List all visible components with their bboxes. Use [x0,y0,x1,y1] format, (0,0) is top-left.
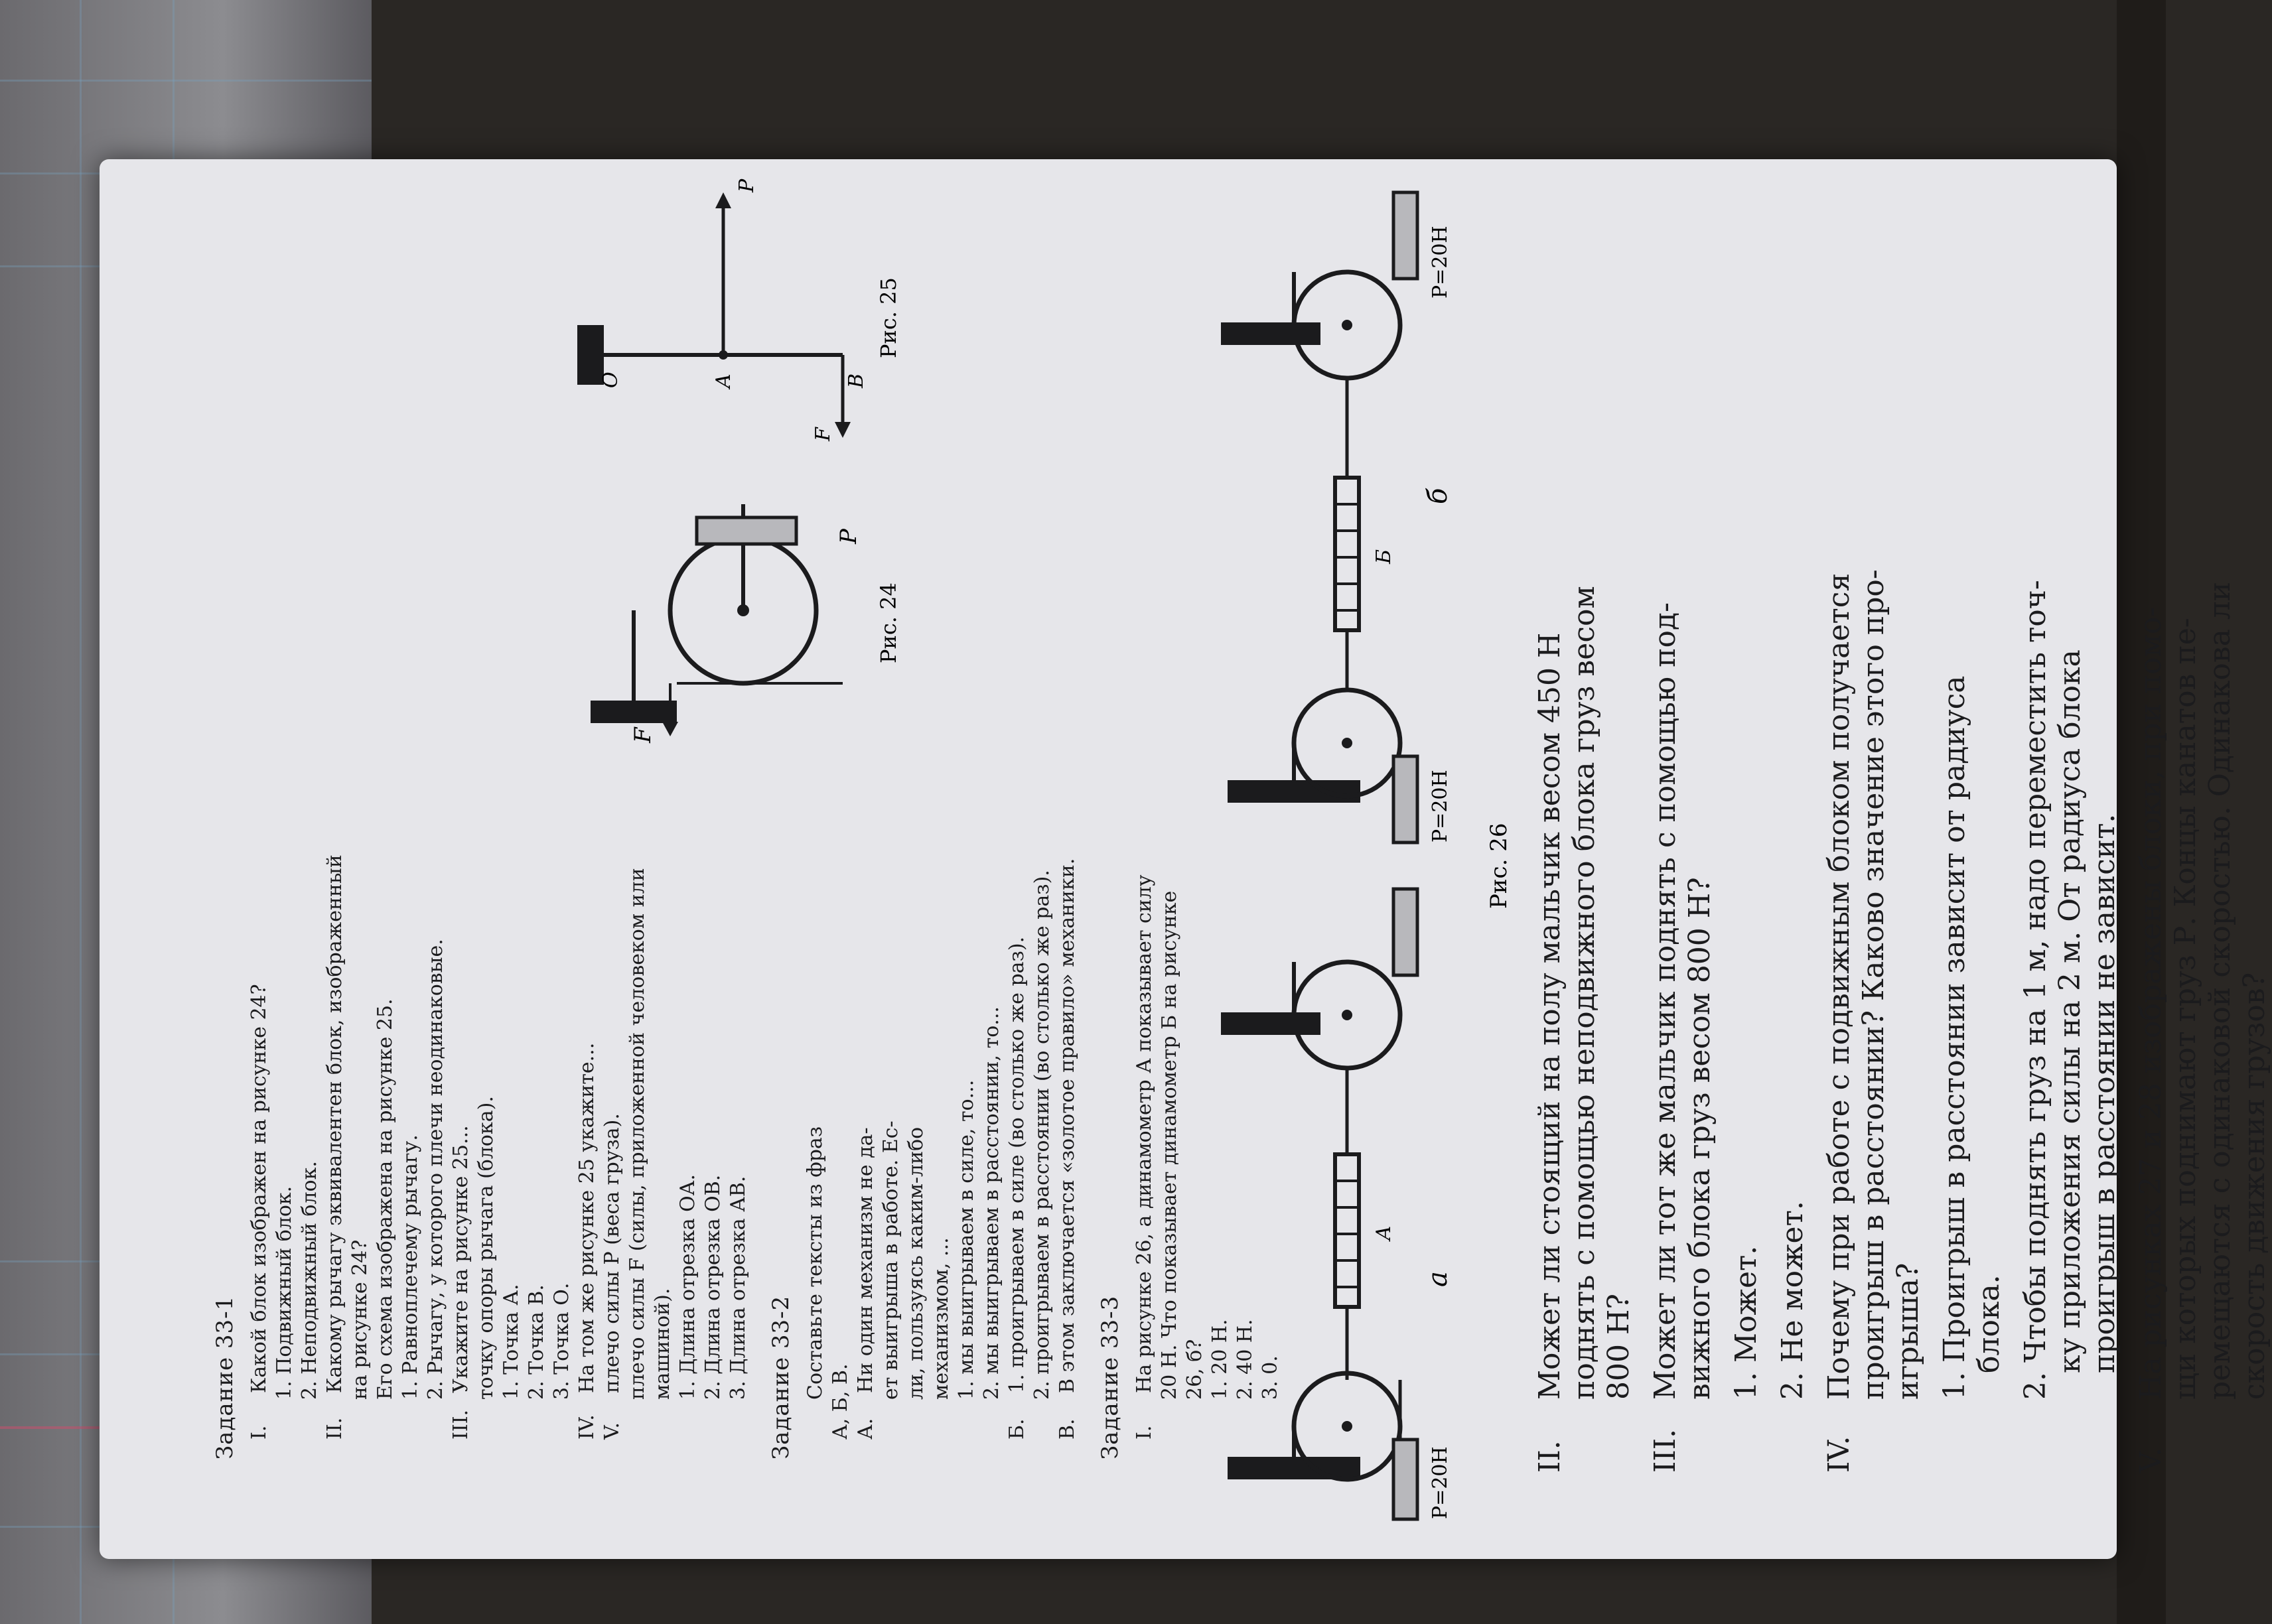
question-number: IV. [1822,1436,1856,1473]
item-text: 1. проигрываем в силе (во столько же раз). [1005,936,1029,1393]
item-text: Ни один механизм не да- [854,1127,877,1393]
task-33-3-line [1157,783,1182,1459]
fig26-b-load-right: P=20Н [1429,226,1452,299]
item-text: 1. Подвижный блок. [273,1185,296,1400]
task-33-1-title: Задание 33-1 [212,1295,238,1459]
fig26-b-dynamometer: Б [1372,549,1395,564]
item-text: на рисунке 24? [348,1239,372,1400]
fig26-part-b [1221,192,1453,843]
fig24-weight-label: P [835,529,862,544]
load-right-b [1393,192,1417,279]
question-text: Может ли стоящий на полу мальчик весом 450 Н [1533,632,1567,1400]
item-number: II. [323,1417,346,1440]
item-text: Составьте тексты из фраз [804,1126,827,1400]
question-line [2168,245,2203,1473]
item-number: А. [854,1418,877,1440]
task-33-2-line [1030,783,1055,1459]
item-text: 1. 20 Н. [1208,1319,1232,1400]
task-33-1-line [423,783,449,1459]
item-text: 1. Длина отрезка ОА. [676,1174,699,1400]
task-33-1-body [247,783,751,1459]
question-line [1533,245,1567,1473]
task-33-1-line [373,783,398,1459]
answer-option [2088,245,2122,1473]
task-33-1-line [575,783,600,1459]
item-text: 2. Точка В. [525,1284,548,1400]
task-33-1-line [726,783,751,1459]
question-line [1602,245,1636,1473]
fig26-part-b-letter: б [1423,488,1453,504]
answer-option [1972,245,2007,1473]
question-text: проигрыш в расстоянии? Каково значение этого про- [1857,569,1890,1400]
item-text: плечо силы P (веса груза). [601,1113,624,1393]
answer-option [1776,245,1810,1473]
question-text: Почему при работе с подвижным блоком получается [1822,573,1856,1400]
task-33-2-body [803,783,1080,1459]
task-33-1-line [499,783,524,1459]
question-text: На рисунках 27 и 28 изображены блоки, при помо- [2134,606,2168,1400]
task-33-1-line [625,783,650,1459]
task-33-2-line [1055,783,1080,1459]
item-text: 2. Рычагу, у которого плечи неодинаковые. [424,939,447,1400]
fig26-a-load-left: P=20Н [1429,1446,1452,1519]
question-text: скорость движения грузов? [2237,972,2271,1400]
question-text: ку приложения силы на 2 м. От радиуса блока [2053,649,2087,1373]
question-number: II. [1533,1440,1567,1473]
question-line [2203,245,2237,1473]
task-33-2-line [929,783,954,1459]
question-line [1822,245,1857,1473]
task-33-1-line [272,783,297,1459]
fig24-force-label: F [630,727,656,743]
task-33-3-title: Задание 33-3 [1097,1295,1123,1459]
question-text: 1. Проигрыш в расстоянии зависит от радиуса [1938,675,1971,1400]
item-text: 2. 40 Н. [1234,1319,1257,1400]
task-33-1-line [474,783,499,1459]
item-number: IV. [575,1414,599,1440]
question-line [1857,245,1891,1473]
item-text: 2. мы выигрываем в расстоянии, то... [980,1006,1003,1400]
item-text: На том же рисунке 25 укажите... [575,1042,599,1393]
figure-25-lever-scheme [564,159,909,471]
task-33-2-line [879,783,904,1459]
item-text: машиной). [651,1288,674,1400]
task-33-2-line [954,783,979,1459]
fig26-a-dynamometer: А [1372,1225,1395,1241]
item-text: 1. Точка А. [500,1284,523,1400]
task-33-1-line [675,783,701,1459]
item-text: плечо силы F (силы, приложенной человеком или [626,868,649,1400]
question-number: V. [2134,1447,2168,1473]
item-text: 2. проигрываем в расстоянии (во столько же раз). [1030,870,1054,1400]
task-33-1-line [247,783,272,1459]
question-line [2237,245,2272,1473]
item-text: 3. Длина отрезка АВ. [727,1176,750,1400]
dynamometer-b [1335,478,1359,630]
fig26-b-load-left: P=20Н [1429,770,1452,843]
item-text: На рисунке 26, а динамометр А показывает силу [1133,874,1156,1393]
figure-24-fixed-pulley [577,484,922,763]
force-arrow-icon [662,722,678,736]
item-number: V. [601,1422,624,1440]
item-text: 2. Длина отрезка ОВ. [701,1174,725,1400]
task-33-2-line [979,783,1005,1459]
fig26-caption: Рис. 26 [1486,823,1512,909]
load-left-b [1393,756,1417,843]
task-33-2-line [853,783,879,1459]
question-text: 1. Может. [1729,1245,1763,1400]
question-text: поднять с помощью неподвижного блока груз весом [1567,586,1601,1400]
question-line [1648,245,1683,1473]
fig25-caption: Рис. 25 [876,277,901,358]
question-text: 2. Не может. [1776,1201,1810,1400]
question-number: III. [1648,1428,1682,1473]
item-number: В. [1056,1418,1079,1440]
fig26-part-a [1221,889,1453,1519]
question-line [1891,245,1926,1473]
task-33-2-line [1005,783,1030,1459]
item-text: 26, б? [1183,1339,1206,1400]
question-line [1683,245,1717,1473]
item-text: 2. Неподвижный блок. [298,1161,321,1400]
item-text: Какому рычагу эквивалентен блок, изображенный [323,854,346,1393]
item-text: 1. мы выигрываем в силе, то... [955,1079,978,1400]
page-content-rotated [100,159,2271,1559]
task-33-1-line [348,783,373,1459]
item-text: Его схема изображена на рисунке 25. [374,998,397,1400]
fig26-part-a-letter: а [1423,1271,1453,1287]
question-line [1567,245,1602,1473]
item-text: ет выигрыша в работе. Ес- [879,1120,902,1400]
ceiling-mount [591,701,677,723]
question-text: щи которых поднимают груз Р. Концы канатов пе- [2168,618,2202,1400]
load-block [697,517,796,544]
question-text: проигрыш в расстоянии не зависит. [2088,813,2121,1373]
questions-block [1533,245,2272,1473]
task-33-1-line [524,783,549,1459]
force-arrow-icon [835,422,851,438]
answer-option [2053,245,2088,1473]
item-text: 20 Н. Что показывает динамометр Б на рисунке [1158,890,1181,1400]
task-33-1-line [549,783,575,1459]
task-33-1-line [701,783,726,1459]
item-text: ли, пользуясь каким-либо [904,1126,928,1400]
task-33-1-line [322,783,348,1459]
answer-option [1938,245,1972,1473]
answer-option [2019,245,2053,1473]
task-33-1-line [650,783,675,1459]
task-33-1-line [600,783,625,1459]
fig25-label-b: B [845,373,868,388]
question-text: блока. [1972,1274,2006,1373]
question-text: Может ли тот же мальчик поднять с помощью под- [1648,602,1682,1400]
load-left-a [1393,1440,1417,1519]
task-33-2-line [904,783,929,1459]
item-number: I. [1133,1425,1156,1440]
question-text: игрыша? [1891,1262,1925,1400]
fig25-label-f: F [812,427,835,441]
task-33-1-line [297,783,322,1459]
item-text: 1. Равноплечему рычагу. [399,1134,422,1400]
fig25-label-p: P [735,178,758,192]
item-text: Какой блок изображен на рисунке 24? [248,984,271,1393]
item-text: 3. Точка О. [550,1282,573,1400]
task-33-3-line [1132,783,1157,1459]
fig24-caption: Рис. 24 [876,582,901,663]
fig25-label-a: A [712,373,735,388]
task-33-2-title: Задание 33-2 [768,1295,794,1459]
item-text: Укажите на рисунке 25... [449,1125,472,1393]
question-text: вижного блока груз весом 800 Н? [1683,877,1717,1400]
dynamometer-a [1335,1154,1359,1307]
item-number: Б. [1005,1418,1029,1440]
task-33-1-line [398,783,423,1459]
question-text: 2. Чтобы поднять груз на 1 м, надо переместить точ- [2019,580,2052,1400]
question-text: ремещаются с одинаковой скоростью. Одинакова ли [2203,581,2237,1400]
answer-option [1729,245,1764,1473]
question-text: 800 Н? [1602,1294,1636,1400]
question-line [2134,245,2168,1473]
task-33-2-line [803,783,828,1459]
item-text: В этом заключается «золотое правило» механики. [1056,858,1079,1393]
item-number: I. [248,1425,271,1440]
item-text: 3. 0. [1259,1355,1282,1400]
item-number: А, Б, В. [829,1363,852,1440]
task-33-1-line [449,783,474,1459]
task-33-2-line [828,783,853,1459]
weight-arrow-icon [715,192,731,208]
fig25-label-o: O [599,372,622,388]
item-text: точку опоры рычага (блока). [474,1096,498,1400]
item-text: механизмом, ... [930,1237,953,1400]
item-number: III. [449,1409,472,1440]
tasks-column [212,783,1283,1459]
